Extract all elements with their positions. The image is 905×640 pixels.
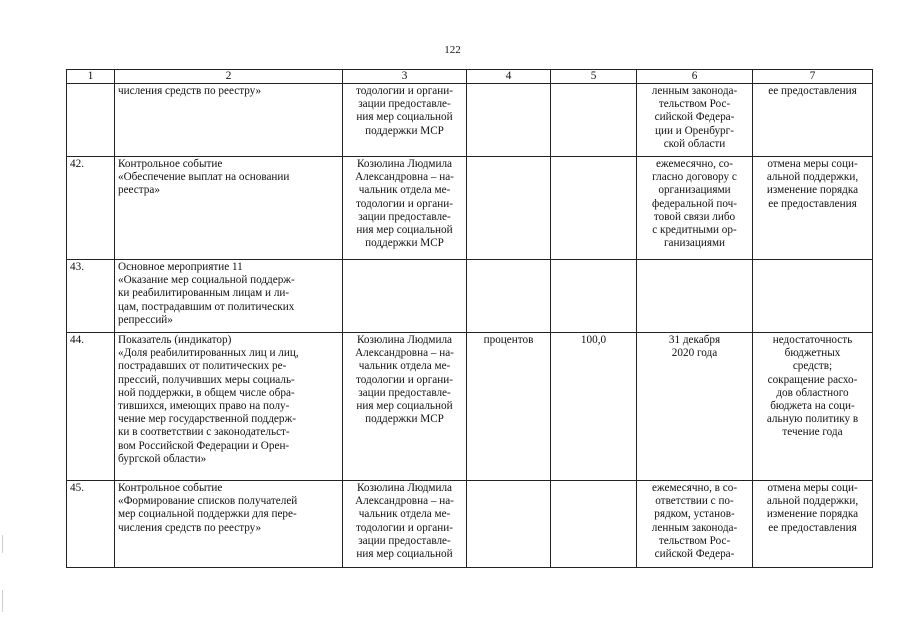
cell-text-line: поддержки МСР (365, 124, 444, 137)
table-cell-col5 (551, 260, 637, 333)
table-cell-col3 (343, 333, 467, 481)
cell-text-line: ния мер социальной (356, 400, 453, 413)
cell-text-line: Козюлина Людмила (357, 482, 452, 494)
cell-text-line: Контрольное событие (118, 482, 223, 494)
table-cell-col5 (551, 157, 637, 260)
table-cell-col3 (343, 481, 467, 568)
table-row (67, 481, 873, 568)
cell-text-line: Александровна – на- (355, 347, 454, 360)
cell-text-line: тельством Рос- (658, 98, 731, 111)
cell-text-line: репрессий» (118, 313, 173, 326)
table-cell-col4 (467, 260, 551, 333)
cell-text-line: ния мер социальной (356, 111, 453, 124)
table-cell-col7 (753, 157, 873, 260)
cell-text-line: зации предоставле- (358, 534, 451, 547)
cell-text-line: ния мер социальной (356, 224, 453, 237)
cell-text-line: тодологии и органи- (356, 521, 453, 534)
column-header: 1 (67, 70, 115, 84)
table-cell-num: 44. (67, 333, 115, 481)
table-cell-col3 (343, 84, 467, 157)
cell-text-line: ки в соответствии с законодательст- (118, 426, 290, 439)
table-cell-col7 (753, 84, 873, 157)
table-body (67, 84, 873, 568)
cell-text-line: числения средств по реестру» (118, 85, 262, 97)
cell-text-line: тельством Рос- (658, 534, 731, 547)
cell-text-line: цам, пострадавшим от политических (118, 300, 295, 313)
cell-text-line: ее предоставления (768, 521, 857, 534)
cell-text-line: отмена меры соци- (767, 482, 858, 494)
table-cell-col6 (637, 481, 753, 568)
table-cell-col4 (467, 157, 551, 260)
table-cell-col5: 100,0 (551, 333, 637, 481)
table-cell-col6 (637, 260, 753, 333)
cell-text-line: числения средств по реестру» (118, 521, 262, 534)
cell-text-line: ее предоставления (768, 197, 857, 210)
cell-text-line: тодологии и органи- (356, 373, 453, 386)
cell-text-line: с кредитными ор- (652, 224, 737, 237)
cell-text-line: прессий, получивших меры социаль- (118, 373, 295, 386)
cell-text-line: сокращение расхо- (767, 373, 858, 386)
table-cell-num: 45. (67, 481, 115, 568)
cell-text-line: Александровна – на- (355, 171, 454, 184)
cell-text-line: ежемесячно, со- (655, 158, 734, 170)
cell-text-line: ленным законода- (651, 85, 738, 97)
column-header: 4 (467, 70, 551, 84)
cell-text-line: отмена меры соци- (767, 158, 858, 170)
table-row (67, 260, 873, 333)
cell-text-line: рядком, установ- (654, 508, 735, 521)
cell-text-line: ганизациями (663, 237, 726, 250)
table-cell-col4 (467, 481, 551, 568)
cell-text-line: бюджета на соци- (770, 400, 855, 413)
table-cell-col2 (115, 260, 343, 333)
table-cell-col2 (115, 333, 343, 481)
table-row (67, 157, 873, 260)
cell-text-line: ния мер социальной (356, 548, 453, 561)
cell-text-line: Контрольное событие (118, 158, 223, 170)
cell-text-line: тодологии и органи- (356, 85, 453, 97)
cell-text-line: зации предоставле- (358, 98, 451, 111)
cell-text-line: бургской области» (118, 452, 207, 465)
cell-text-line: дов областного (776, 386, 849, 399)
cell-text-line: зации предоставле- (358, 386, 451, 399)
column-header: 7 (753, 70, 873, 84)
cell-text-line: сийской Федера- (654, 111, 735, 124)
cell-text-line: 2020 года (671, 347, 718, 360)
cell-text-line: поддержки МСР (365, 237, 444, 250)
cell-text-line: Основное мероприятие 11 (118, 261, 243, 273)
cell-text-line: мер социальной поддержки для пере- (118, 508, 297, 521)
table-cell-col7 (753, 260, 873, 333)
scan-edge-mark (2, 535, 3, 553)
column-header: 5 (551, 70, 637, 84)
cell-text-line: товой связи либо (653, 210, 736, 223)
cell-text-line: альную политику в (766, 413, 859, 426)
cell-text-line: организациями (658, 184, 731, 197)
cell-text-line: ции и Оренбург- (655, 124, 734, 137)
column-header: 6 (637, 70, 753, 84)
table-cell-col2 (115, 481, 343, 568)
cell-text-line: ки реабилитированным лицам и ли- (118, 287, 290, 300)
table-row (67, 333, 873, 481)
cell-text-line: вом Российской Федерации и Орен- (118, 439, 290, 452)
cell-text-line: «Доля реабилитированных лиц и лиц, (118, 347, 299, 360)
cell-text-line: поддержки МСР (365, 413, 444, 426)
cell-text-line: ской области (663, 137, 726, 150)
cell-text-line: течение года (782, 426, 843, 439)
cell-text-line: альной поддержки, (766, 171, 859, 184)
table-cell-col2 (115, 157, 343, 260)
cell-text-line: Козюлина Людмила (357, 158, 452, 170)
cell-text-line: сийской Федера- (654, 548, 735, 561)
cell-text-line: тодологии и органи- (356, 197, 453, 210)
table-cell-col5 (551, 481, 637, 568)
table-cell-col3 (343, 260, 467, 333)
column-number-row (67, 70, 873, 84)
table-cell-col6 (637, 333, 753, 481)
cell-text-line: ее предоставления (768, 85, 857, 97)
cell-text-line: 31 декабря (668, 334, 721, 346)
cell-text-line: «Обеспечение выплат на основании (118, 171, 290, 184)
cell-text-line: чение мер государственной поддерж- (118, 413, 296, 426)
cell-text-line: Козюлина Людмила (357, 334, 452, 346)
cell-text-line: чальник отдела ме- (358, 184, 451, 197)
scan-edge-mark (2, 590, 3, 612)
table-cell-col7 (753, 481, 873, 568)
cell-text-line: альной поддержки, (766, 495, 859, 508)
cell-text-line: изменение порядка (766, 184, 859, 197)
cell-text-line: средств; (792, 360, 833, 373)
cell-text-line: ежемесячно, в со- (651, 482, 738, 494)
table-cell-num (67, 84, 115, 157)
cell-text-line: «Формирование списков получателей (118, 495, 298, 508)
table-cell-col4: процентов (467, 333, 551, 481)
cell-text-line: ной поддержки, в общем числе обра- (118, 386, 295, 399)
measures-table (66, 69, 873, 568)
cell-text-line: недостаточность (772, 334, 853, 346)
table-cell-col4 (467, 84, 551, 157)
cell-text-line: федеральной поч- (651, 197, 738, 210)
column-header: 2 (115, 70, 343, 84)
cell-text-line: изменение порядка (766, 508, 859, 521)
page-number: 122 (444, 44, 461, 56)
cell-text-line: ленным законода- (651, 521, 738, 534)
table-cell-num: 42. (67, 157, 115, 260)
table-cell-col7 (753, 333, 873, 481)
column-header: 3 (343, 70, 467, 84)
cell-text-line: зации предоставле- (358, 210, 451, 223)
table-cell-col6 (637, 84, 753, 157)
cell-text-line: тившихся, имеющих право на полу- (118, 400, 290, 413)
table-row (67, 84, 873, 157)
cell-text-line: Показатель (индикатор) (118, 334, 232, 346)
cell-text-line: реестра» (118, 184, 160, 197)
cell-text-line: гласно договору с (652, 171, 737, 184)
cell-text-line: Александровна – на- (355, 495, 454, 508)
cell-text-line: «Оказание мер социальной поддерж- (118, 274, 295, 287)
cell-text-line: пострадавших от политических ре- (118, 360, 287, 373)
table-cell-col5 (551, 84, 637, 157)
cell-text-line: бюджетных (784, 347, 841, 360)
cell-text-line: чальник отдела ме- (358, 508, 451, 521)
table-cell-col6 (637, 157, 753, 260)
table-cell-col3 (343, 157, 467, 260)
table-cell-num: 43. (67, 260, 115, 333)
table-cell-col2 (115, 84, 343, 157)
cell-text-line: чальник отдела ме- (358, 360, 451, 373)
cell-text-line: ответствии с по- (655, 495, 734, 508)
